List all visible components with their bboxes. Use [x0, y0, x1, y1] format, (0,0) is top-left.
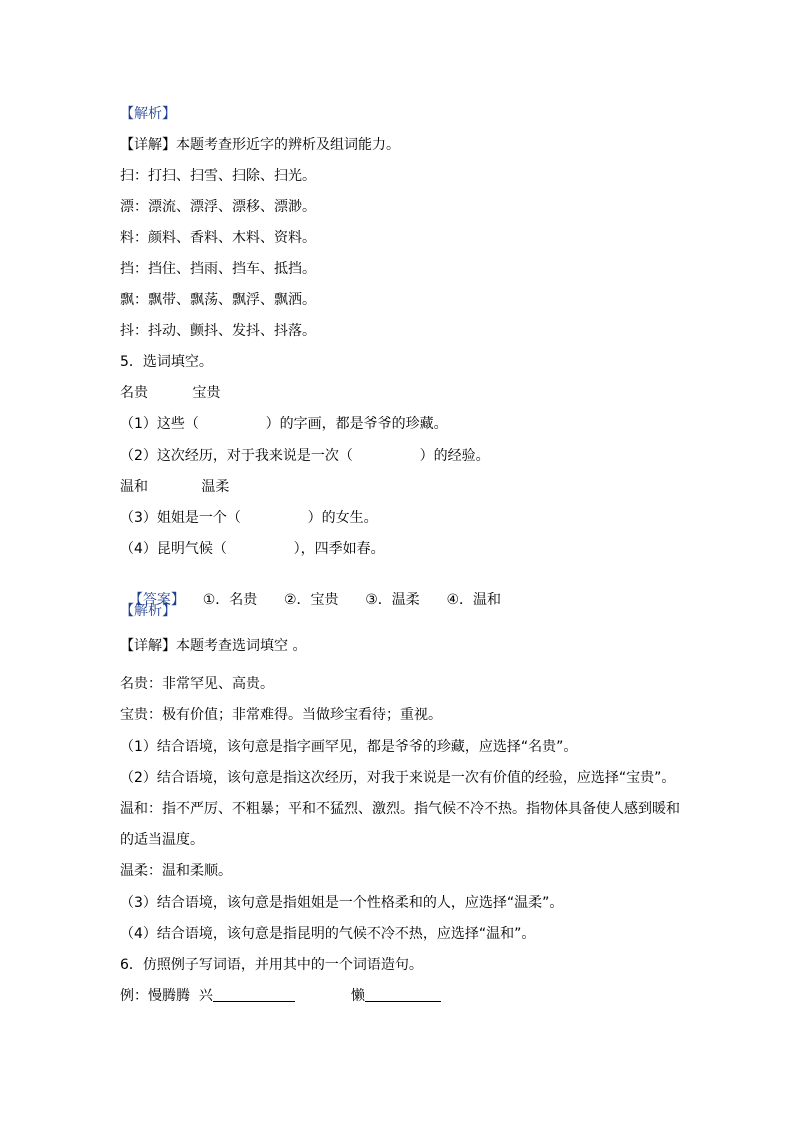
word-group-1: 扫：打扫、扫雪、扫除、扫光。 — [120, 168, 316, 184]
answer-line — [120, 570, 501, 610]
word-group-2: 漂：漂流、漂浮、漂移、漂渺。 — [120, 199, 316, 215]
analysis-label: 【解析】 — [120, 106, 176, 122]
answer-label: 【答案】 — [128, 592, 185, 608]
question-6-example — [120, 986, 441, 1006]
explanation-6: 的适当温度。 — [120, 832, 204, 848]
explanation-7: 温柔：温和柔顺。 — [120, 863, 232, 879]
detail-text: 【详解】本题考查形近字的辨析及组词能力。 — [120, 137, 400, 153]
word-pair-1: 名贵 宝贵 — [120, 385, 221, 401]
explanation-9: （4）结合语境，该句意是指昆明的气候不冷不热，应选择“温和”。 — [120, 926, 536, 942]
word-group-3: 料：颜料、香料、木料、资料。 — [120, 230, 316, 246]
sentence-4: （4）昆明气候（ ），四季如春。 — [120, 541, 385, 557]
detail-text-2: 【详解】本题考查选词填空 。 — [120, 638, 307, 654]
example-text: 例：慢腾腾 兴 — [120, 988, 213, 1004]
question-6-title: 6．仿照例子写词语，并用其中的一个词语造句。 — [120, 957, 423, 973]
word-group-5: 飘：飘带、飘荡、飘浮、飘洒。 — [120, 292, 316, 308]
question-5-title: 5．选词填空。 — [120, 354, 213, 370]
blank-1[interactable] — [213, 987, 295, 1002]
explanation-8: （3）结合语境，该句意是指姐姐是一个性格柔和的人，应选择“温柔”。 — [120, 895, 564, 911]
sentence-2: （2）这次经历，对于我来说是一次（ ）的经验。 — [120, 448, 490, 464]
explanation-3: （1）结合语境，该句意是指字画罕见，都是爷爷的珍藏，应选择“名贵”。 — [120, 739, 578, 755]
example-word-2: 懒 — [350, 988, 365, 1004]
sentence-3: （3）姐姐是一个（ ）的女生。 — [120, 510, 378, 526]
explanation-4: （2）结合语境，该句意是指这次经历，对我于来说是一次有价值的经验，应选择“宝贵”。 — [120, 770, 676, 786]
word-pair-2: 温和 温柔 — [120, 479, 230, 495]
explanation-1: 名贵：非常罕见、高贵。 — [120, 676, 274, 692]
blank-2[interactable] — [365, 987, 441, 1002]
analysis-label-2: 【解析】 — [120, 603, 176, 619]
word-group-4: 挡：挡住、挡雨、挡车、抵挡。 — [120, 261, 316, 277]
explanation-2: 宝贵：极有价值；非常难得。当做珍宝看待；重视。 — [120, 707, 442, 723]
word-group-6: 抖：抖动、颤抖、发抖、抖落。 — [120, 323, 316, 339]
explanation-5: 温和：指不严厉、不粗暴；平和不猛烈、激烈。指气候不冷不热。指物体具备使人感到暖和 — [120, 801, 680, 817]
answer-text: ①．名贵 ②．宝贵 ③．温柔 ④．温和 — [184, 592, 502, 608]
sentence-1: （1）这些（ ）的字画，都是爷爷的珍藏。 — [120, 416, 448, 432]
